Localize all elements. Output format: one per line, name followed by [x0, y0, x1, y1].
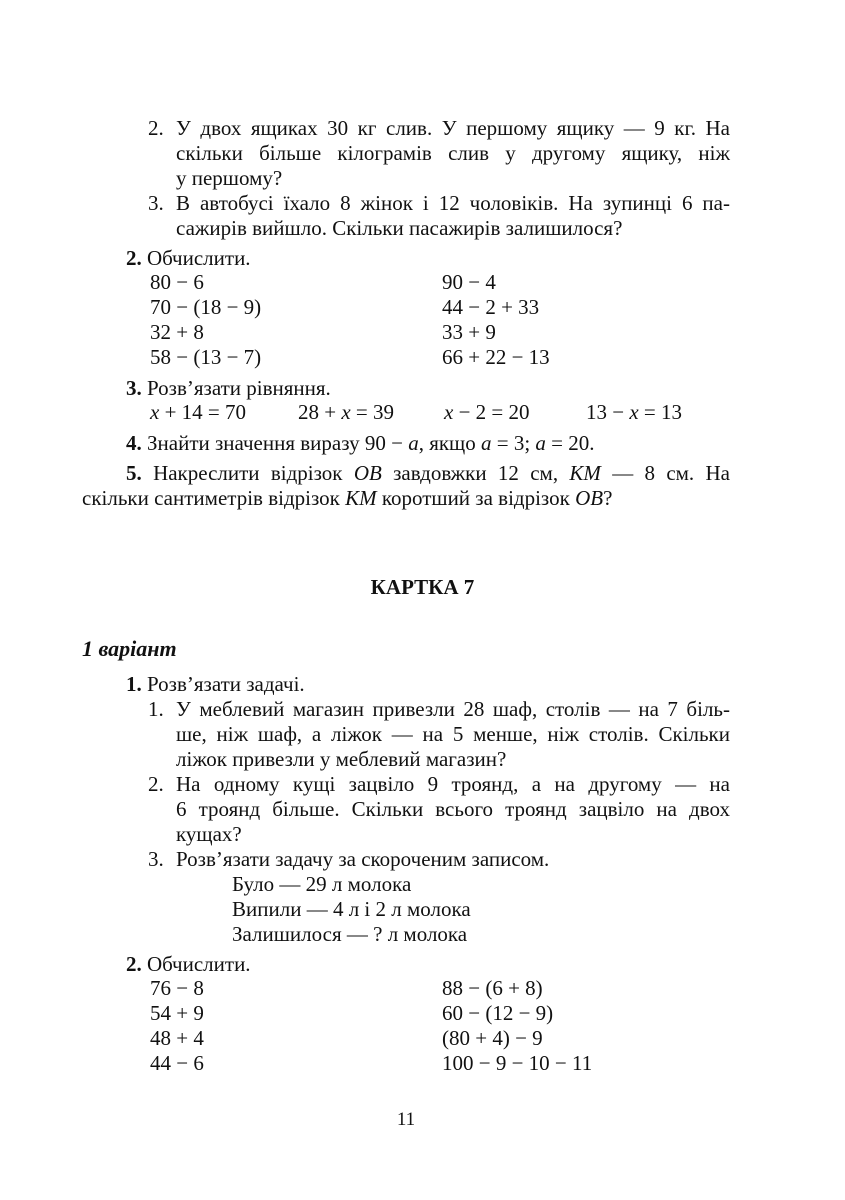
expression: 32 + 8 — [150, 320, 204, 344]
expression: 54 + 9 — [150, 1001, 204, 1025]
subproblem-text-line: ліжок привезли у меблевий магазин? — [176, 747, 507, 771]
expression: (80 + 4) − 9 — [442, 1026, 543, 1050]
card-task-1-title — [126, 672, 305, 696]
expression: 44 − 6 — [150, 1051, 204, 1075]
subproblem-text-line: у першому? — [176, 166, 283, 190]
expression: 88 − (6 + 8) — [442, 976, 543, 1000]
short-record-line: Залишилося — ? л молока — [232, 922, 468, 946]
task-5-line-2: скільки сантиметрів відрізок KM коротший за відрізок OB? — [82, 486, 613, 510]
card-title: КАРТКА 7 — [370, 575, 475, 599]
equation: x + 14 = 70 — [150, 400, 247, 424]
task-text: Накреслити відрізок OB завдовжки 12 см, KM — 8 см. На — [153, 461, 730, 485]
equation: x − 2 = 20 — [444, 400, 530, 424]
short-record-line: Було — 29 л молока — [232, 872, 412, 896]
page-number: 11 — [396, 1109, 416, 1130]
equation: 13 − x = 13 — [586, 400, 683, 424]
subproblem-number: 3. — [148, 191, 164, 215]
subproblem-text-line: Розв’язати задачу за скороченим записом. — [176, 847, 550, 871]
expression: 66 + 22 − 13 — [442, 345, 550, 369]
expression: 44 − 2 + 33 — [442, 295, 540, 319]
task-text: Знайти значення виразу 90 − a, якщо a = 3; a = 20. — [147, 431, 595, 455]
task-number: 2. — [126, 952, 142, 976]
subproblem-number: 1. — [148, 697, 164, 721]
subproblem-text-line: У двох ящиках 30 кг слив. У першому ящику — 9 кг. На — [176, 116, 730, 140]
subproblem-text-line: У меблевий магазин привезли 28 шаф, столів — на 7 біль- — [176, 697, 730, 721]
expression: 76 − 8 — [150, 976, 204, 1000]
task-3-title — [126, 376, 331, 400]
subproblem-text-line: На одному кущі зацвіло 9 троянд, а на другому — на — [176, 772, 730, 796]
expression: 58 − (13 − 7) — [150, 345, 262, 369]
subproblem-text-line: скільки більше кілограмів слив у другому ящику, ніж — [176, 141, 730, 165]
equation: 28 + x = 39 — [298, 400, 395, 424]
task-title: Розв’язати рівняння. — [147, 376, 331, 400]
subproblem-text-line: кущах? — [176, 822, 242, 846]
subproblem-text-line: 6 троянд більше. Скільки всього троянд зацвіло на двох — [176, 797, 730, 821]
expression: 48 + 4 — [150, 1026, 204, 1050]
task-5-line-1 — [126, 461, 730, 485]
variant-heading: 1 варіант — [82, 636, 177, 661]
expression: 70 − (18 − 9) — [150, 295, 262, 319]
subproblem-text-line: сажирів вийшло. Скільки пасажирів залишилося? — [176, 216, 623, 240]
task-number: 4. — [126, 431, 142, 455]
task-2-title — [126, 246, 251, 270]
card-task-2-title — [126, 952, 251, 976]
task-number: 3. — [126, 376, 142, 400]
subproblem-text-line: В автобусі їхало 8 жінок і 12 чоловіків. На зупинці 6 па- — [176, 191, 730, 215]
subproblem-number: 2. — [148, 116, 164, 140]
task-title: Обчислити. — [147, 246, 251, 270]
subproblem-number: 3. — [148, 847, 164, 871]
subproblem-number: 2. — [148, 772, 164, 796]
expression: 80 − 6 — [150, 270, 204, 294]
short-record-line: Випили — 4 л і 2 л молока — [232, 897, 471, 921]
task-number: 5. — [126, 461, 142, 485]
expression: 33 + 9 — [442, 320, 496, 344]
task-number: 1. — [126, 672, 142, 696]
task-title: Обчислити. — [147, 952, 251, 976]
subproblem-text-line: ше, ніж шаф, а ліжок — на 5 менше, ніж столів. Скільки — [176, 722, 730, 746]
task-4 — [126, 431, 595, 455]
expression: 90 − 4 — [442, 270, 496, 294]
task-title: Розв’язати задачі. — [147, 672, 305, 696]
task-number: 2. — [126, 246, 142, 270]
expression: 100 − 9 − 10 − 11 — [442, 1051, 593, 1075]
expression: 60 − (12 − 9) — [442, 1001, 554, 1025]
